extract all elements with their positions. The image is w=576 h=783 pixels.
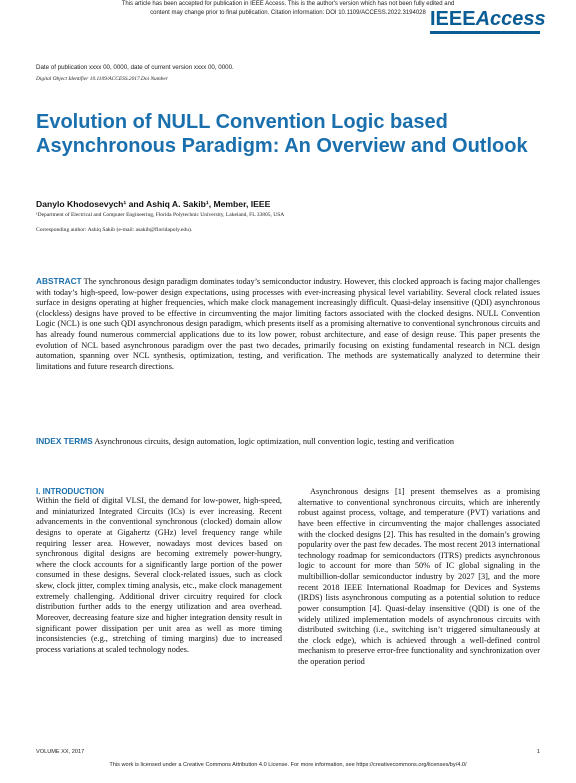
corresponding-author: Corresponding author: Ashiq Sakib (e-mail: asakib@floridapoly.edu).: [36, 227, 193, 233]
ieee-access-logo: [430, 8, 546, 38]
section-heading-introduction: I. INTRODUCTION: [36, 487, 104, 496]
footer-page-number: 1: [536, 749, 540, 755]
intro-left-column: Within the field of digital VLSI, the demand for low-power, high-speed, and miniaturized Integrated Circuits (ICs) is ever increasing. Recent advancements in the conventional synchronous (clocked) domain allow designs to operate at Gigahertz (GHz) level frequency range while requiring lesser area. However, nowadays most devices based on synchronous digital designs are becoming extremely power-hungry, where the clock accounts for a significantly large portion of the power consumed in these designs. Several clock-related issues, such as clock skew, clock jitter, complex timing analysis, etc., make clock management extremely challenging. Additional driver circuitry required for clock distribution further adds to the energy utilization and area overhead. Moreover, decreasing feature size and higher integration density result in significant power dissipation per unit area as well as more timing inconsistencies (e.g., stretching of timing margins) due to increased process variations at scaled technology nodes.: [36, 496, 282, 654]
author-list: Danylo Khodosevych¹ and Ashiq A. Sakib¹, Member, IEEE: [36, 199, 271, 209]
license-notice: This work is licensed under a Creative Commons Attribution 4.0 License. For more information, see https://creativecommons.org/licenses/by/4.0/: [109, 762, 467, 768]
abstract: [36, 276, 540, 372]
footer-volume: VOLUME XX, 2017: [36, 749, 85, 755]
abstract-text: The synchronous design paradigm dominates today’s semiconductor industry. However, this clocked approach is facing major challenges with today’s high-speed, low-power design expectations, using processes with ever-increasing physical level variability. Several clock related issues surface in designs operating at higher frequencies, which make clock management increasingly difficult. Quasi-delay insensitive (QDI) asynchronous (clockless) designs have proved to be effective in circumventing the major limiting factors associated with the clocked designs. NULL Convention Logic (NCL) is one such QDI asynchronous design paradigm, which presents itself as a promising alternative to conventional synchronous circuits and has already found numerous commercial applications due to its low power, robust architecture, and ease of design reuse. This paper presents the evolution of NCL based asynchronous paradigm over the past two decades, primarily focusing on existing fundamental research in NCL design automation, spanning over NCL synthesis, optimization, testing, and verification. The methods are systematically analyzed to determine their limitations and future research directions.: [36, 277, 540, 371]
doi-line: Digital Object Identifier 10.1109/ACCESS.2017.Doi Number: [36, 76, 168, 82]
index-terms-label: INDEX TERMS: [36, 436, 93, 446]
logo-access-text: Access: [475, 8, 546, 30]
abstract-label: ABSTRACT: [36, 276, 82, 286]
index-terms-text: Asynchronous circuits, design automation, logic optimization, null convention logic, testing and verification: [94, 437, 455, 446]
affiliation: ¹Department of Electrical and Computer Engineering, Florida Polytechnic University, Lakeland, FL 33805, USA: [36, 212, 285, 218]
index-terms: [36, 436, 540, 448]
publication-date: Date of publication xxxx 00, 0000, date of current version xxxx 00, 0000.: [36, 64, 234, 71]
notice-line-2: content may change prior to final publication. Citation information: DOI 10.1109/ACCESS.2022.3194028: [150, 10, 426, 16]
logo-underline: [430, 31, 540, 34]
notice-line-1: This article has been accepted for publication in IEEE Access. This is the author's version which has not been fully edited and: [121, 1, 455, 7]
logo-ieee-text: IEEE: [430, 8, 476, 30]
intro-right-column: Asynchronous designs [1] present themselves as a promising alternative to conventional synchronous circuits, which are inherently robust against process, voltage, and temperature (PVT) variations and have been effective in circumventing the major challenges associated with the clocked designs [2]. This has resulted in the domain’s growing popularity over the past few decades. The most recent 2013 international technology roadmap for semiconductors (ITRS) predicts asynchronous logic to account for more than 50% of IC global signaling in the multibillion-dollar semiconductor industry by 2027 [3], and the more recent 2018 IEEE International Roadmap for Devices and Systems (IRDS) lists asynchronous computing as a potential solution to reduce power consumption [4]. Quasi-delay insensitive (QDI) is one of the widely utilized implementation models of asynchronous circuits with distributed switching (i.e., switching isn’t triggered simultaneously at the clock edge), which is achieved through a well-defined control mechanism to preserve error-free functionality and synchronization over the operation period: [298, 487, 540, 666]
paper-title: Evolution of NULL Convention Logic based Asynchronous Paradigm: An Overview and Outlook: [36, 111, 528, 157]
